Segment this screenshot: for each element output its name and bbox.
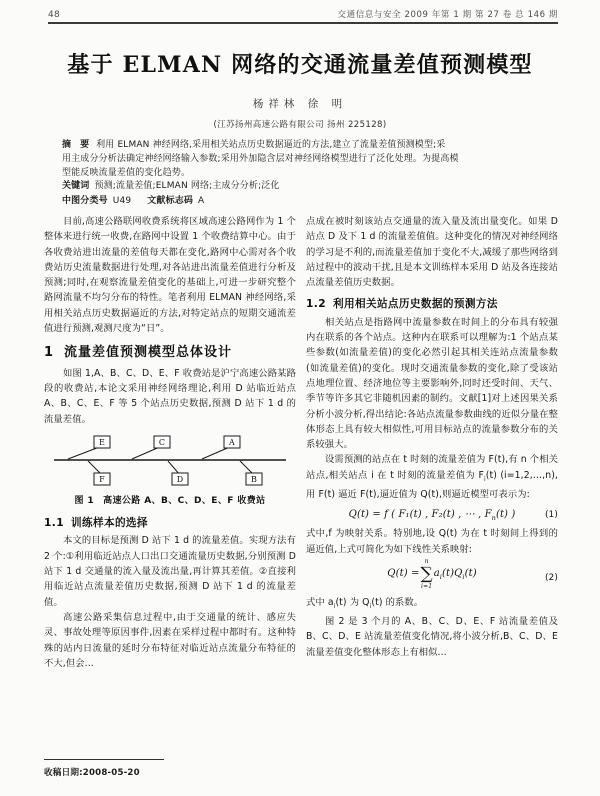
section-1-1-paragraph-2: 高速公路采集信息过程中,由于交通量的统计、感应失灵、事故处理等原因事件,因素在采样过程中都时有。这种特殊的站内日流量的延时分布特征对临近站点流量分布特征的不大,但会... bbox=[44, 611, 296, 669]
summation-symbol: ∑ n i=1 bbox=[420, 557, 433, 590]
doc-code-label: 文献标志码 bbox=[147, 195, 194, 206]
received-date-footnote: 收稿日期:2008-05-20 bbox=[44, 768, 140, 778]
figure-1-number: 图 1 bbox=[74, 495, 95, 506]
svg-text:E: E bbox=[99, 437, 105, 447]
doc-code-value: A bbox=[198, 195, 205, 206]
figure-1 bbox=[44, 433, 296, 509]
author-list: 杨祥林 徐 明 bbox=[252, 98, 348, 110]
abstract-block bbox=[62, 138, 542, 208]
equation-1-body: Q(t) = f ( F₁(t) , F₂(t) , ⋯ , $F_n(t)$ ) bbox=[348, 509, 516, 523]
equation-1-intro bbox=[306, 452, 558, 502]
classification-line bbox=[62, 195, 542, 209]
svg-text:F: F bbox=[99, 474, 105, 484]
equation-1 bbox=[306, 507, 558, 523]
svg-text:C: C bbox=[158, 437, 166, 447]
abstract-line-3: 型能反映流量差值的变化趋势。 bbox=[62, 168, 191, 178]
right-closing-paragraph: 图 2 是 3 个月的 A、B、C、D、E、F 站流量差值及 B、C、D、E 站流量差值变化情况,将小波分析,B、C、D、E 流量差值变化整体形态上有相似... bbox=[306, 615, 558, 658]
right-column bbox=[306, 214, 558, 660]
abstract-line-2: 用主成分分析法确定神经网络输入参数;采用外加隐含层对神经网络模型进行了泛化处理。为提高模 bbox=[62, 154, 459, 164]
section-1-1-heading bbox=[44, 516, 296, 531]
left-column bbox=[44, 214, 296, 671]
figure-1-graphic bbox=[50, 433, 290, 493]
figure-1-caption bbox=[44, 494, 296, 509]
section-1-1-number: 1.1 bbox=[44, 517, 64, 530]
running-head bbox=[48, 6, 558, 20]
keywords-label: 关键词 bbox=[62, 181, 90, 191]
equation-1-tag: (1) bbox=[544, 510, 558, 521]
abstract-first-line bbox=[62, 138, 542, 152]
equation-2 bbox=[306, 557, 558, 592]
equation-1-intro-text: 设需预测的站点在 t 时刻的流量差值为 F(t),有 n 个相关站点,相关站点 i 在 t 时刻的流量差值为 $F_i(t)$ (i=1,2,…,n),用 F(t) 逼近 F(t),逼近值为 Q(t),则逼近模型可表示为: bbox=[306, 454, 558, 500]
section-1-paragraph: 如图 1,A、B、C、D、E、F 收费站是沪宁高速公路某路段的收费站,本论文采用神经网络理论,利用 D 站临近站点 A、B、C、E、F 等 5 个站点历史数据,预测 D 站下 1 d 的流量差值。 bbox=[44, 367, 296, 425]
keywords-line bbox=[62, 180, 542, 194]
intro-paragraph: 目前,高速公路联网收费系统将区域高速公路网作为 1 个整体来进行统一收费,在路网中设置 1 个收费结算中心。由于各收费站进出流量的差值每天都在变化,路网中心需对各个收费站历史流量数据进行处理,对各站进出流量差值进行分析及预测;同时,在观察流量差值变化的基础上,可进一步研究整个路网流量不均匀分布的特性。笔者利用 ELMAN 神经网络,采用相关站点历史数据逼近的方法,对特定站点的短期交通流差值进行预测,观测尺度为“日”。 bbox=[44, 216, 296, 335]
section-1-2-heading bbox=[306, 297, 558, 312]
journal-citation-line: 交通信息与安全 2009 年第 1 期 第 27 卷 总 146 期 bbox=[337, 10, 558, 20]
section-1-2-paragraph: 相关站点是指路网中流量参数在时间上的分布具有较强内在联系的各个站点。这种内在联系可以理解为:1 个站点某些参数(如流量差值)的变化必然引起其相关连站点流量参数(如流量差值)的变化。现时交通流量参数的变化,除了受该站点地理位置、经济地位等主要影响外,同时还受时间、天气、季节等许多其它非随机因素的制约。文献[1]对上述因果关系分析小波分析,得出结论:各站点流量参数曲线的近似分量在整体形态上具有较大相似性,可用目标站点的流量参数分布的关系较强大。 bbox=[306, 316, 558, 451]
section-1-2-number: 1.2 bbox=[306, 298, 326, 311]
section-1-title: 流量差值预测模型总体设计 bbox=[64, 345, 233, 361]
section-1-1-paragraph-1: 本文的目标是预测 D 站下 1 d 的流量差值。实现方法有 2 个:①利用临近站点人口出口交通流量历史数据,分别预测 D 站下 1 d 交通量的流入量及流出量,再计算其差值。②直接利用临近站点流量差值历史数据,预测 D 站下 1 d 的流量差值。 bbox=[44, 535, 296, 608]
svg-text:B: B bbox=[251, 474, 257, 484]
section-1-number: 1 bbox=[44, 345, 55, 361]
abstract-label: 摘 要 bbox=[62, 140, 93, 150]
header-rule bbox=[48, 22, 558, 24]
toll-station-diagram-svg bbox=[50, 433, 290, 491]
section-1-2-title: 利用相关站点历史数据的预测方法 bbox=[332, 298, 498, 311]
summation-upper-limit: n bbox=[424, 557, 429, 565]
author-affiliation: (江苏扬州高速公路有限公司 扬州 225128) bbox=[213, 120, 387, 130]
article-title: 基于 ELMAN 网络的交通流量差值预测模型 bbox=[67, 52, 533, 78]
clc-label: 中图分类号 bbox=[62, 195, 108, 206]
section-1-1-title: 训练样本的选择 bbox=[70, 517, 148, 530]
summation-lower-limit: i=1 bbox=[421, 582, 433, 590]
footnote-rule bbox=[44, 759, 164, 760]
after-equation-2-text: 式中 $a_i(t)$ 为 $Q_i(t)$ 的系数。 bbox=[306, 596, 424, 610]
figure-1-caption-text: 高速公路 A、B、C、D、E、F 收费站 bbox=[103, 495, 266, 506]
after-equation-1-text: 式中,f 为映射关系。特别地,设 Q(t) 为在 t 时刻间上得到的逼近值,上式可简化为如下线性关系映射: bbox=[306, 528, 558, 555]
svg-text:A: A bbox=[229, 437, 235, 447]
clc-value: U49 bbox=[112, 195, 132, 206]
page-number: 48 bbox=[48, 10, 61, 20]
equation-2-body: Q(t) =∑ n i=1 $a_i(t)Q_i(t)$ bbox=[387, 557, 477, 590]
equation-2-tag: (2) bbox=[544, 572, 558, 583]
abstract-line-1: 利用 ELMAN 神经网络,采用相关站点历史数据逼近的方法,建立了流量差值预测模型;采 bbox=[96, 140, 446, 150]
svg-text:D: D bbox=[176, 474, 184, 484]
right-top-paragraph: 点成在被时刻该站点交通量的流入量及流出量变化。如果 D 站点 D 及下 1 d 的流量差值值。这种变化的情况对神经网络的学习是不利的,而流量差值加于变化不大,减缓了那些网络到站过程中的波动干扰,且是本文训练样本采用 D 站及各连接站点流量差值历史数据。 bbox=[306, 216, 558, 289]
keywords-value: 预测;流量差值;ELMAN 网络;主成分分析;泛化 bbox=[94, 181, 280, 191]
section-1-heading bbox=[44, 345, 296, 360]
